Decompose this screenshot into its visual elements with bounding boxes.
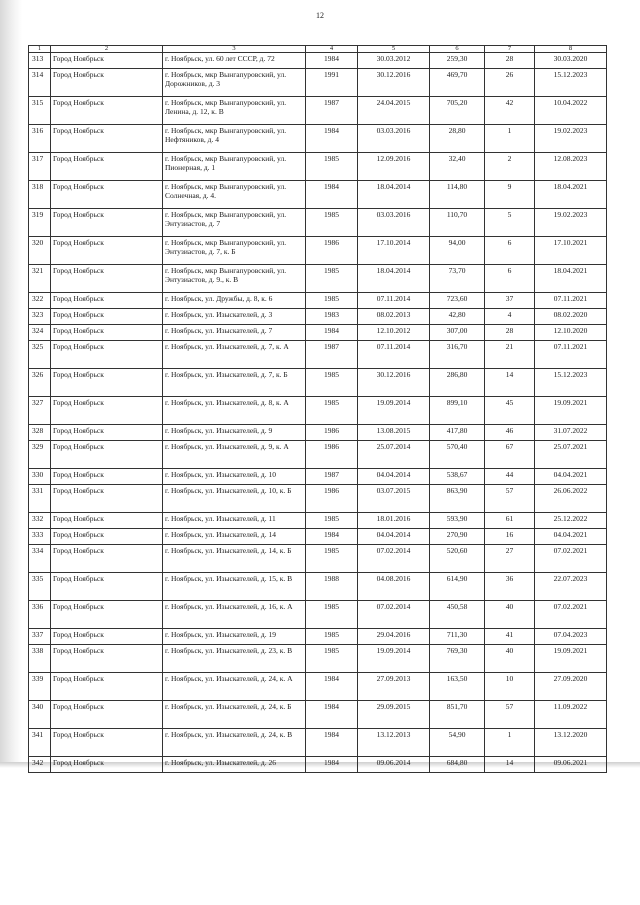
residents-count-cell: 14 [485,369,535,397]
area-cell: 863,90 [430,485,485,513]
area-cell: 520,60 [430,545,485,573]
year-built-cell: 1984 [306,701,358,729]
row-number-cell: 325 [29,341,51,369]
table-row [29,181,607,209]
table-row [29,757,607,773]
residents-count-cell: 41 [485,629,535,645]
deadline-date-cell: 19.02.2023 [535,209,607,237]
address-cell: г. Ноябрьск, ул. Изыскателей, д. 7, к. А [163,341,306,369]
deadline-date-cell: 04.04.2021 [535,529,607,545]
column-header: 4 [306,46,358,53]
residents-count-cell: 27 [485,545,535,573]
page-number: 12 [316,11,324,20]
residents-count-cell: 28 [485,53,535,69]
address-cell: г. Ноябрьск, мкр Вынгапуровский, ул. Пионерная, д. 1 [163,153,306,181]
address-cell: г. Ноябрьск, ул. Изыскателей, д. 8, к. А [163,397,306,425]
municipality-cell: Город Ноябрьск [51,153,163,181]
municipality-cell: Город Ноябрьск [51,469,163,485]
table-row [29,469,607,485]
survey-date-cell: 07.11.2014 [358,293,430,309]
address-cell: г. Ноябрьск, ул. Изыскателей, д. 7, к. Б [163,369,306,397]
row-number-cell: 332 [29,513,51,529]
municipality-cell: Город Ноябрьск [51,97,163,125]
survey-date-cell: 12.10.2012 [358,325,430,341]
municipality-cell: Город Ноябрьск [51,125,163,153]
deadline-date-cell: 07.04.2023 [535,629,607,645]
municipality-cell: Город Ноябрьск [51,209,163,237]
row-number-cell: 319 [29,209,51,237]
survey-date-cell: 13.08.2015 [358,425,430,441]
table-row [29,325,607,341]
municipality-cell: Город Ноябрьск [51,309,163,325]
deadline-date-cell: 19.02.2023 [535,125,607,153]
area-cell: 163,50 [430,673,485,701]
municipality-cell: Город Ноябрьск [51,341,163,369]
address-cell: г. Ноябрьск, мкр Вынгапуровский, ул. Ленина, д. 12, к. В [163,97,306,125]
row-number-cell: 324 [29,325,51,341]
table-row [29,601,607,629]
residents-count-cell: 46 [485,425,535,441]
year-built-cell: 1984 [306,181,358,209]
municipality-cell: Город Ноябрьск [51,265,163,293]
residents-count-cell: 6 [485,237,535,265]
residents-count-cell: 9 [485,181,535,209]
municipality-cell: Город Ноябрьск [51,757,163,773]
deadline-date-cell: 27.09.2020 [535,673,607,701]
deadline-date-cell: 25.12.2022 [535,513,607,529]
year-built-cell: 1984 [306,529,358,545]
table-row [29,369,607,397]
deadline-date-cell: 10.04.2022 [535,97,607,125]
area-cell: 316,70 [430,341,485,369]
area-cell: 417,80 [430,425,485,441]
survey-date-cell: 04.04.2014 [358,469,430,485]
deadline-date-cell: 25.07.2021 [535,441,607,469]
column-header: 6 [430,46,485,53]
table-row [29,153,607,181]
residents-count-cell: 21 [485,341,535,369]
survey-date-cell: 13.12.2013 [358,729,430,757]
row-number-cell: 335 [29,573,51,601]
table-row [29,545,607,573]
row-number-cell: 321 [29,265,51,293]
survey-date-cell: 18.01.2016 [358,513,430,529]
address-cell: г. Ноябрьск, ул. Изыскателей, д. 24, к. А [163,673,306,701]
table-row [29,397,607,425]
address-cell: г. Ноябрьск, ул. Изыскателей, д. 10, к. Б [163,485,306,513]
table-row [29,425,607,441]
deadline-date-cell: 08.02.2020 [535,309,607,325]
table-row [29,309,607,325]
year-built-cell: 1985 [306,601,358,629]
year-built-cell: 1987 [306,341,358,369]
address-cell: г. Ноябрьск, ул. Изыскателей, д. 24, к. Б [163,701,306,729]
row-number-cell: 327 [29,397,51,425]
scan-shadow-left [0,0,22,765]
residents-count-cell: 67 [485,441,535,469]
row-number-cell: 334 [29,545,51,573]
deadline-date-cell: 22.07.2023 [535,573,607,601]
area-cell: 593,90 [430,513,485,529]
deadline-date-cell: 19.09.2021 [535,645,607,673]
address-cell: г. Ноябрьск, ул. Изыскателей, д. 15, к. В [163,573,306,601]
column-header: 2 [51,46,163,53]
deadline-date-cell: 07.11.2021 [535,293,607,309]
row-number-cell: 320 [29,237,51,265]
deadline-date-cell: 12.10.2020 [535,325,607,341]
year-built-cell: 1985 [306,513,358,529]
table-row [29,441,607,469]
survey-date-cell: 30.12.2016 [358,369,430,397]
table-body [29,53,607,773]
residents-count-cell: 26 [485,69,535,97]
year-built-cell: 1984 [306,325,358,341]
table-row [29,69,607,97]
address-cell: г. Ноябрьск, мкр Вынгапуровский, ул. Нефтяников, д. 4 [163,125,306,153]
year-built-cell: 1984 [306,673,358,701]
area-cell: 42,80 [430,309,485,325]
area-cell: 73,70 [430,265,485,293]
year-built-cell: 1986 [306,425,358,441]
residents-count-cell: 57 [485,485,535,513]
row-number-cell: 341 [29,729,51,757]
year-built-cell: 1985 [306,397,358,425]
survey-date-cell: 18.04.2014 [358,265,430,293]
survey-date-cell: 17.10.2014 [358,237,430,265]
municipality-cell: Город Ноябрьск [51,629,163,645]
address-cell: г. Ноябрьск, мкр Вынгапуровский, ул. Энтузиастов, д. 7 [163,209,306,237]
year-built-cell: 1985 [306,369,358,397]
year-built-cell: 1984 [306,729,358,757]
municipality-cell: Город Ноябрьск [51,701,163,729]
municipality-cell: Город Ноябрьск [51,513,163,529]
area-cell: 54,90 [430,729,485,757]
survey-date-cell: 29.04.2016 [358,629,430,645]
table-row [29,265,607,293]
survey-date-cell: 12.09.2016 [358,153,430,181]
housing-registry-table [28,45,607,773]
survey-date-cell: 07.11.2014 [358,341,430,369]
row-number-cell: 329 [29,441,51,469]
table-row [29,209,607,237]
address-cell: г. Ноябрьск, ул. Изыскателей, д. 26 [163,757,306,773]
area-cell: 28,80 [430,125,485,153]
municipality-cell: Город Ноябрьск [51,293,163,309]
municipality-cell: Город Ноябрьск [51,237,163,265]
deadline-date-cell: 07.11.2021 [535,341,607,369]
address-cell: г. Ноябрьск, ул. Изыскателей, д. 23, к. В [163,645,306,673]
year-built-cell: 1985 [306,293,358,309]
table-row [29,513,607,529]
column-header: 7 [485,46,535,53]
address-cell: г. Ноябрьск, ул. Изыскателей, д. 14 [163,529,306,545]
row-number-cell: 315 [29,97,51,125]
residents-count-cell: 42 [485,97,535,125]
year-built-cell: 1986 [306,237,358,265]
address-cell: г. Ноябрьск, мкр Вынгапуровский, ул. Дорожников, д. 3 [163,69,306,97]
survey-date-cell: 19.09.2014 [358,645,430,673]
table-row [29,53,607,69]
survey-date-cell: 08.02.2013 [358,309,430,325]
row-number-cell: 316 [29,125,51,153]
area-cell: 307,00 [430,325,485,341]
municipality-cell: Город Ноябрьск [51,325,163,341]
area-cell: 851,70 [430,701,485,729]
municipality-cell: Город Ноябрьск [51,181,163,209]
municipality-cell: Город Ноябрьск [51,369,163,397]
deadline-date-cell: 31.07.2022 [535,425,607,441]
municipality-cell: Город Ноябрьск [51,441,163,469]
area-cell: 286,80 [430,369,485,397]
year-built-cell: 1984 [306,53,358,69]
row-number-cell: 317 [29,153,51,181]
municipality-cell: Город Ноябрьск [51,601,163,629]
area-cell: 259,30 [430,53,485,69]
row-number-cell: 336 [29,601,51,629]
table-row [29,573,607,601]
municipality-cell: Город Ноябрьск [51,397,163,425]
column-header: 3 [163,46,306,53]
table-row [29,341,607,369]
survey-date-cell: 30.12.2016 [358,69,430,97]
row-number-cell: 314 [29,69,51,97]
deadline-date-cell: 11.09.2022 [535,701,607,729]
year-built-cell: 1985 [306,545,358,573]
row-number-cell: 331 [29,485,51,513]
residents-count-cell: 2 [485,153,535,181]
row-number-cell: 333 [29,529,51,545]
survey-date-cell: 07.02.2014 [358,601,430,629]
column-number-row [29,46,607,53]
table-row [29,97,607,125]
row-number-cell: 323 [29,309,51,325]
row-number-cell: 322 [29,293,51,309]
area-cell: 538,67 [430,469,485,485]
survey-date-cell: 25.07.2014 [358,441,430,469]
column-header: 1 [29,46,51,53]
survey-date-cell: 03.03.2016 [358,209,430,237]
deadline-date-cell: 04.04.2021 [535,469,607,485]
survey-date-cell: 30.03.2012 [358,53,430,69]
residents-count-cell: 45 [485,397,535,425]
table-row [29,645,607,673]
area-cell: 32,40 [430,153,485,181]
residents-count-cell: 6 [485,265,535,293]
residents-count-cell: 4 [485,309,535,325]
table-row [29,125,607,153]
address-cell: г. Ноябрьск, ул. 60 лет СССР, д. 72 [163,53,306,69]
address-cell: г. Ноябрьск, ул. Изыскателей, д. 10 [163,469,306,485]
municipality-cell: Город Ноябрьск [51,545,163,573]
row-number-cell: 326 [29,369,51,397]
year-built-cell: 1987 [306,469,358,485]
row-number-cell: 342 [29,757,51,773]
address-cell: г. Ноябрьск, мкр Вынгапуровский, ул. Энтузиастов, д. 9., к. В [163,265,306,293]
row-number-cell: 328 [29,425,51,441]
address-cell: г. Ноябрьск, ул. Изыскателей, д. 11 [163,513,306,529]
address-cell: г. Ноябрьск, ул. Изыскателей, д. 7 [163,325,306,341]
area-cell: 270,90 [430,529,485,545]
address-cell: г. Ноябрьск, ул. Изыскателей, д. 24, к. В [163,729,306,757]
municipality-cell: Город Ноябрьск [51,573,163,601]
deadline-date-cell: 17.10.2021 [535,237,607,265]
survey-date-cell: 29.09.2015 [358,701,430,729]
table-row [29,729,607,757]
municipality-cell: Город Ноябрьск [51,529,163,545]
residents-count-cell: 44 [485,469,535,485]
residents-count-cell: 14 [485,757,535,773]
table-row [29,629,607,645]
year-built-cell: 1986 [306,485,358,513]
area-cell: 94,00 [430,237,485,265]
deadline-date-cell: 13.12.2020 [535,729,607,757]
residents-count-cell: 28 [485,325,535,341]
row-number-cell: 339 [29,673,51,701]
residents-count-cell: 57 [485,701,535,729]
municipality-cell: Город Ноябрьск [51,53,163,69]
survey-date-cell: 24.04.2015 [358,97,430,125]
residents-count-cell: 16 [485,529,535,545]
residents-count-cell: 1 [485,125,535,153]
municipality-cell: Город Ноябрьск [51,729,163,757]
row-number-cell: 337 [29,629,51,645]
year-built-cell: 1983 [306,309,358,325]
survey-date-cell: 27.09.2013 [358,673,430,701]
year-built-cell: 1985 [306,629,358,645]
year-built-cell: 1985 [306,209,358,237]
deadline-date-cell: 12.08.2023 [535,153,607,181]
deadline-date-cell: 15.12.2023 [535,69,607,97]
residents-count-cell: 36 [485,573,535,601]
table-row [29,237,607,265]
deadline-date-cell: 07.02.2021 [535,601,607,629]
year-built-cell: 1984 [306,757,358,773]
address-cell: г. Ноябрьск, ул. Изыскателей, д. 9 [163,425,306,441]
survey-date-cell: 07.02.2014 [358,545,430,573]
survey-date-cell: 03.03.2016 [358,125,430,153]
area-cell: 450,58 [430,601,485,629]
area-cell: 114,80 [430,181,485,209]
survey-date-cell: 04.08.2016 [358,573,430,601]
area-cell: 614,90 [430,573,485,601]
address-cell: г. Ноябрьск, ул. Изыскателей, д. 14, к. Б [163,545,306,573]
residents-count-cell: 40 [485,601,535,629]
area-cell: 684,80 [430,757,485,773]
column-header: 5 [358,46,430,53]
year-built-cell: 1988 [306,573,358,601]
row-number-cell: 313 [29,53,51,69]
area-cell: 769,30 [430,645,485,673]
row-number-cell: 318 [29,181,51,209]
deadline-date-cell: 19.09.2021 [535,397,607,425]
municipality-cell: Город Ноябрьск [51,425,163,441]
area-cell: 110,70 [430,209,485,237]
deadline-date-cell: 30.03.2020 [535,53,607,69]
address-cell: г. Ноябрьск, ул. Изыскателей, д. 16, к. А [163,601,306,629]
survey-date-cell: 18.04.2014 [358,181,430,209]
table-row [29,293,607,309]
address-cell: г. Ноябрьск, ул. Дружбы, д. 8, к. 6 [163,293,306,309]
deadline-date-cell: 18.04.2021 [535,181,607,209]
year-built-cell: 1987 [306,97,358,125]
area-cell: 570,40 [430,441,485,469]
table-row [29,701,607,729]
survey-date-cell: 03.07.2015 [358,485,430,513]
survey-date-cell: 09.06.2014 [358,757,430,773]
deadline-date-cell: 26.06.2022 [535,485,607,513]
table-row [29,485,607,513]
address-cell: г. Ноябрьск, ул. Изыскателей, д. 19 [163,629,306,645]
area-cell: 469,70 [430,69,485,97]
area-cell: 711,30 [430,629,485,645]
year-built-cell: 1986 [306,441,358,469]
municipality-cell: Город Ноябрьск [51,485,163,513]
year-built-cell: 1984 [306,125,358,153]
year-built-cell: 1991 [306,69,358,97]
area-cell: 705,20 [430,97,485,125]
municipality-cell: Город Ноябрьск [51,645,163,673]
year-built-cell: 1985 [306,265,358,293]
row-number-cell: 340 [29,701,51,729]
column-header: 8 [535,46,607,53]
survey-date-cell: 04.04.2014 [358,529,430,545]
residents-count-cell: 10 [485,673,535,701]
year-built-cell: 1985 [306,645,358,673]
deadline-date-cell: 18.04.2021 [535,265,607,293]
residents-count-cell: 1 [485,729,535,757]
row-number-cell: 338 [29,645,51,673]
address-cell: г. Ноябрьск, ул. Изыскателей, д. 3 [163,309,306,325]
address-cell: г. Ноябрьск, ул. Изыскателей, д. 9, к. А [163,441,306,469]
survey-date-cell: 19.09.2014 [358,397,430,425]
residents-count-cell: 37 [485,293,535,309]
residents-count-cell: 40 [485,645,535,673]
residents-count-cell: 5 [485,209,535,237]
municipality-cell: Город Ноябрьск [51,673,163,701]
table-row [29,529,607,545]
area-cell: 899,10 [430,397,485,425]
deadline-date-cell: 09.06.2021 [535,757,607,773]
year-built-cell: 1985 [306,153,358,181]
row-number-cell: 330 [29,469,51,485]
residents-count-cell: 61 [485,513,535,529]
municipality-cell: Город Ноябрьск [51,69,163,97]
deadline-date-cell: 07.02.2021 [535,545,607,573]
deadline-date-cell: 15.12.2023 [535,369,607,397]
area-cell: 723,60 [430,293,485,309]
address-cell: г. Ноябрьск, мкр Вынгапуровский, ул. Солнечная, д. 4. [163,181,306,209]
address-cell: г. Ноябрьск, мкр Вынгапуровский, ул. Энтузиастов, д. 7, к. Б [163,237,306,265]
table-row [29,673,607,701]
